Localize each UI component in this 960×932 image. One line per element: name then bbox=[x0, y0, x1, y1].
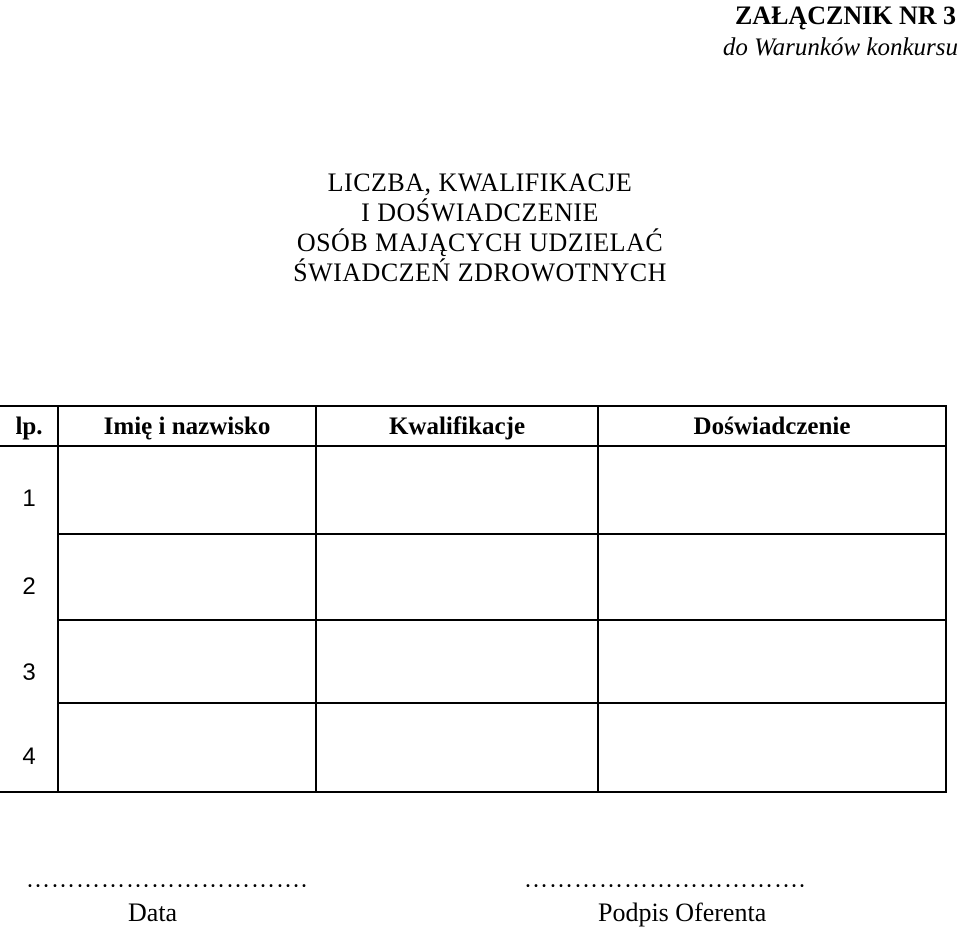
date-signature-line: ……………………………. bbox=[26, 867, 308, 893]
heading-line-3: OSÓB MAJĄCYCH UDZIELAĆ bbox=[296, 228, 664, 257]
heading-line-1: LICZBA, KWALIFIKACJE bbox=[327, 168, 633, 197]
row-number: 2 bbox=[22, 573, 36, 600]
table-row-separator bbox=[58, 619, 947, 621]
table-border-bottom bbox=[0, 791, 947, 793]
header-name: Imię i nazwisko bbox=[103, 413, 271, 440]
heading-line-4: ŚWIADCZEŃ ZDROWOTNYCH bbox=[293, 258, 667, 287]
date-label: Data bbox=[128, 898, 178, 927]
row-number: 4 bbox=[22, 743, 36, 770]
document-heading bbox=[200, 168, 760, 288]
header-qualifications: Kwalifikacje bbox=[388, 413, 526, 440]
bidder-signature-line: ……………………………. bbox=[524, 867, 806, 893]
table-row-separator bbox=[58, 702, 947, 704]
header-experience: Doświadczenie bbox=[693, 413, 851, 440]
row-number: 3 bbox=[22, 659, 36, 686]
row-number: 1 bbox=[22, 485, 36, 512]
annex-subtitle: do Warunków konkursu bbox=[722, 34, 958, 61]
annex-title: ZAŁĄCZNIK NR 3 bbox=[734, 1, 956, 30]
heading-line-2: I DOŚWIADCZENIE bbox=[361, 198, 599, 227]
header-lp: lp. bbox=[15, 413, 43, 440]
table-border-top bbox=[0, 405, 947, 407]
bidder-signature-label: Podpis Oferenta bbox=[598, 898, 767, 927]
table-border-right bbox=[945, 405, 947, 793]
table-row-separator bbox=[58, 533, 947, 535]
table-col-separator bbox=[315, 405, 317, 793]
table-header-separator bbox=[0, 445, 947, 447]
table-col-separator bbox=[597, 405, 599, 793]
